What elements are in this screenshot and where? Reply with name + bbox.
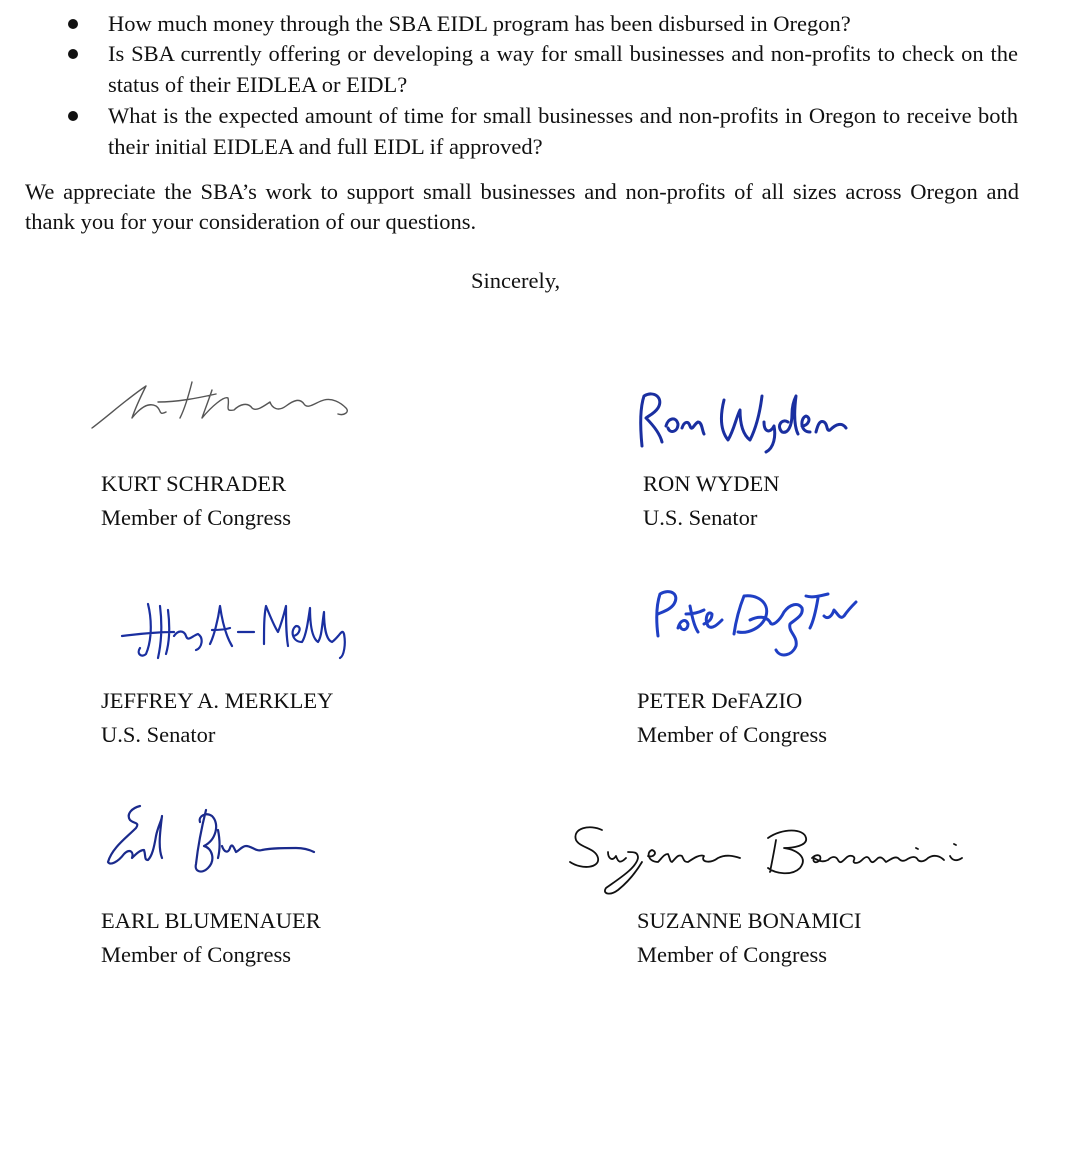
signatory-name: SUZANNE BONAMICI: [637, 908, 862, 933]
bullet-icon: [68, 111, 78, 121]
signatory-name: PETER DeFAZIO: [637, 688, 803, 713]
signatory-name: JEFFREY A. MERKLEY: [101, 688, 334, 713]
signatory-name: EARL BLUMENAUER: [101, 908, 321, 933]
signature-earl-blumenauer: [100, 800, 320, 880]
signature-suzanne-bonamici: [562, 818, 974, 902]
bullet-icon: [68, 49, 78, 59]
signatory-title: Member of Congress: [637, 942, 827, 967]
bullet-icon: [68, 19, 78, 29]
list-item-text: Is SBA currently offering or developing a way for small businesses and non-profits to check on the status of their EIDLEA or EIDL?: [108, 41, 1018, 97]
signatory-title: U.S. Senator: [101, 722, 216, 747]
signatory-title: Member of Congress: [637, 722, 827, 747]
closing-salutation: Sincerely,: [471, 268, 561, 293]
signatory-title: U.S. Senator: [643, 505, 758, 530]
signatory-title: Member of Congress: [101, 942, 291, 967]
signature-ron-wyden: [632, 386, 862, 456]
signature-kurt-schrader: [88, 372, 358, 434]
signatory-title: Member of Congress: [101, 505, 291, 530]
signatory-name: RON WYDEN: [643, 471, 780, 496]
list-item-text: How much money through the SBA EIDL program has been disbursed in Oregon?: [108, 11, 851, 36]
closing-paragraph: We appreciate the SBA’s work to support small businesses and non-profits of all sizes across Oregon and thank you for your consideration of our questions.: [25, 179, 1019, 234]
signatory-name: KURT SCHRADER: [101, 471, 287, 496]
signature-jeffrey-merkley: [118, 596, 350, 666]
list-item-text: What is the expected amount of time for small businesses and non-profits in Oregon to receive both their initial EIDLEA and full EIDL if approved?: [108, 103, 1018, 159]
signature-peter-defazio: [642, 580, 862, 664]
